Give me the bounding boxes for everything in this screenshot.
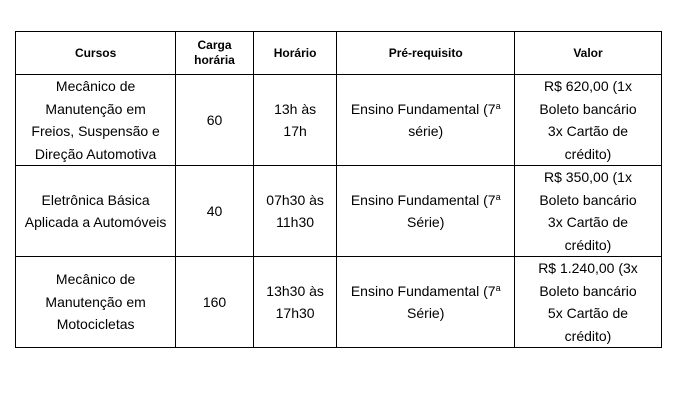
cell-curso: Mecânico de Manutenção em Motocicletas <box>16 257 176 348</box>
cell-carga-horaria: 160 <box>176 257 254 348</box>
table-row <box>16 257 662 348</box>
header-pre-requisito: Pré-requisito <box>337 32 515 75</box>
cell-horario: 07h30 às 11h30 <box>253 166 337 257</box>
cell-curso: Mecânico de Manutenção em Freios, Suspensão e Direção Automotiva <box>16 75 176 166</box>
pre-requisito-text: Ensino Fundamental (7 <box>350 100 496 117</box>
table-row <box>16 166 662 257</box>
courses-table <box>15 31 662 348</box>
cell-valor: R$ 350,00 (1x Boleto bancário 3x Cartão de crédito) <box>515 166 662 257</box>
cell-pre-requisito <box>337 75 515 166</box>
cell-valor: R$ 1.240,00 (3x Boleto bancário 5x Cartão de crédito) <box>515 257 662 348</box>
pre-requisito-text: Ensino Fundamental (7 <box>350 282 496 299</box>
cell-carga-horaria: 60 <box>176 75 254 166</box>
header-carga-horaria: Carga horária <box>176 32 254 75</box>
cell-horario: 13h30 às 17h30 <box>253 257 337 348</box>
cell-horario: 13h às 17h <box>253 75 337 166</box>
ordinal-superscript: a <box>495 191 501 202</box>
table-row <box>16 75 662 166</box>
cell-pre-requisito <box>337 166 515 257</box>
pre-requisito-end: Série) <box>407 214 445 230</box>
cell-carga-horaria: 40 <box>176 166 254 257</box>
pre-requisito-end: série) <box>408 123 444 139</box>
ordinal-superscript: a <box>495 282 501 293</box>
header-cursos: Cursos <box>16 32 176 75</box>
pre-requisito-end: Série) <box>407 305 445 321</box>
pre-requisito-text: Ensino Fundamental (7 <box>350 191 496 208</box>
header-row <box>16 32 662 75</box>
cell-valor: R$ 620,00 (1x Boleto bancário 3x Cartão de crédito) <box>515 75 662 166</box>
cell-pre-requisito <box>337 257 515 348</box>
ordinal-superscript: a <box>495 100 501 111</box>
header-horario: Horário <box>253 32 337 75</box>
cell-curso: Eletrônica Básica Aplicada a Automóveis <box>16 166 176 257</box>
header-valor: Valor <box>515 32 662 75</box>
